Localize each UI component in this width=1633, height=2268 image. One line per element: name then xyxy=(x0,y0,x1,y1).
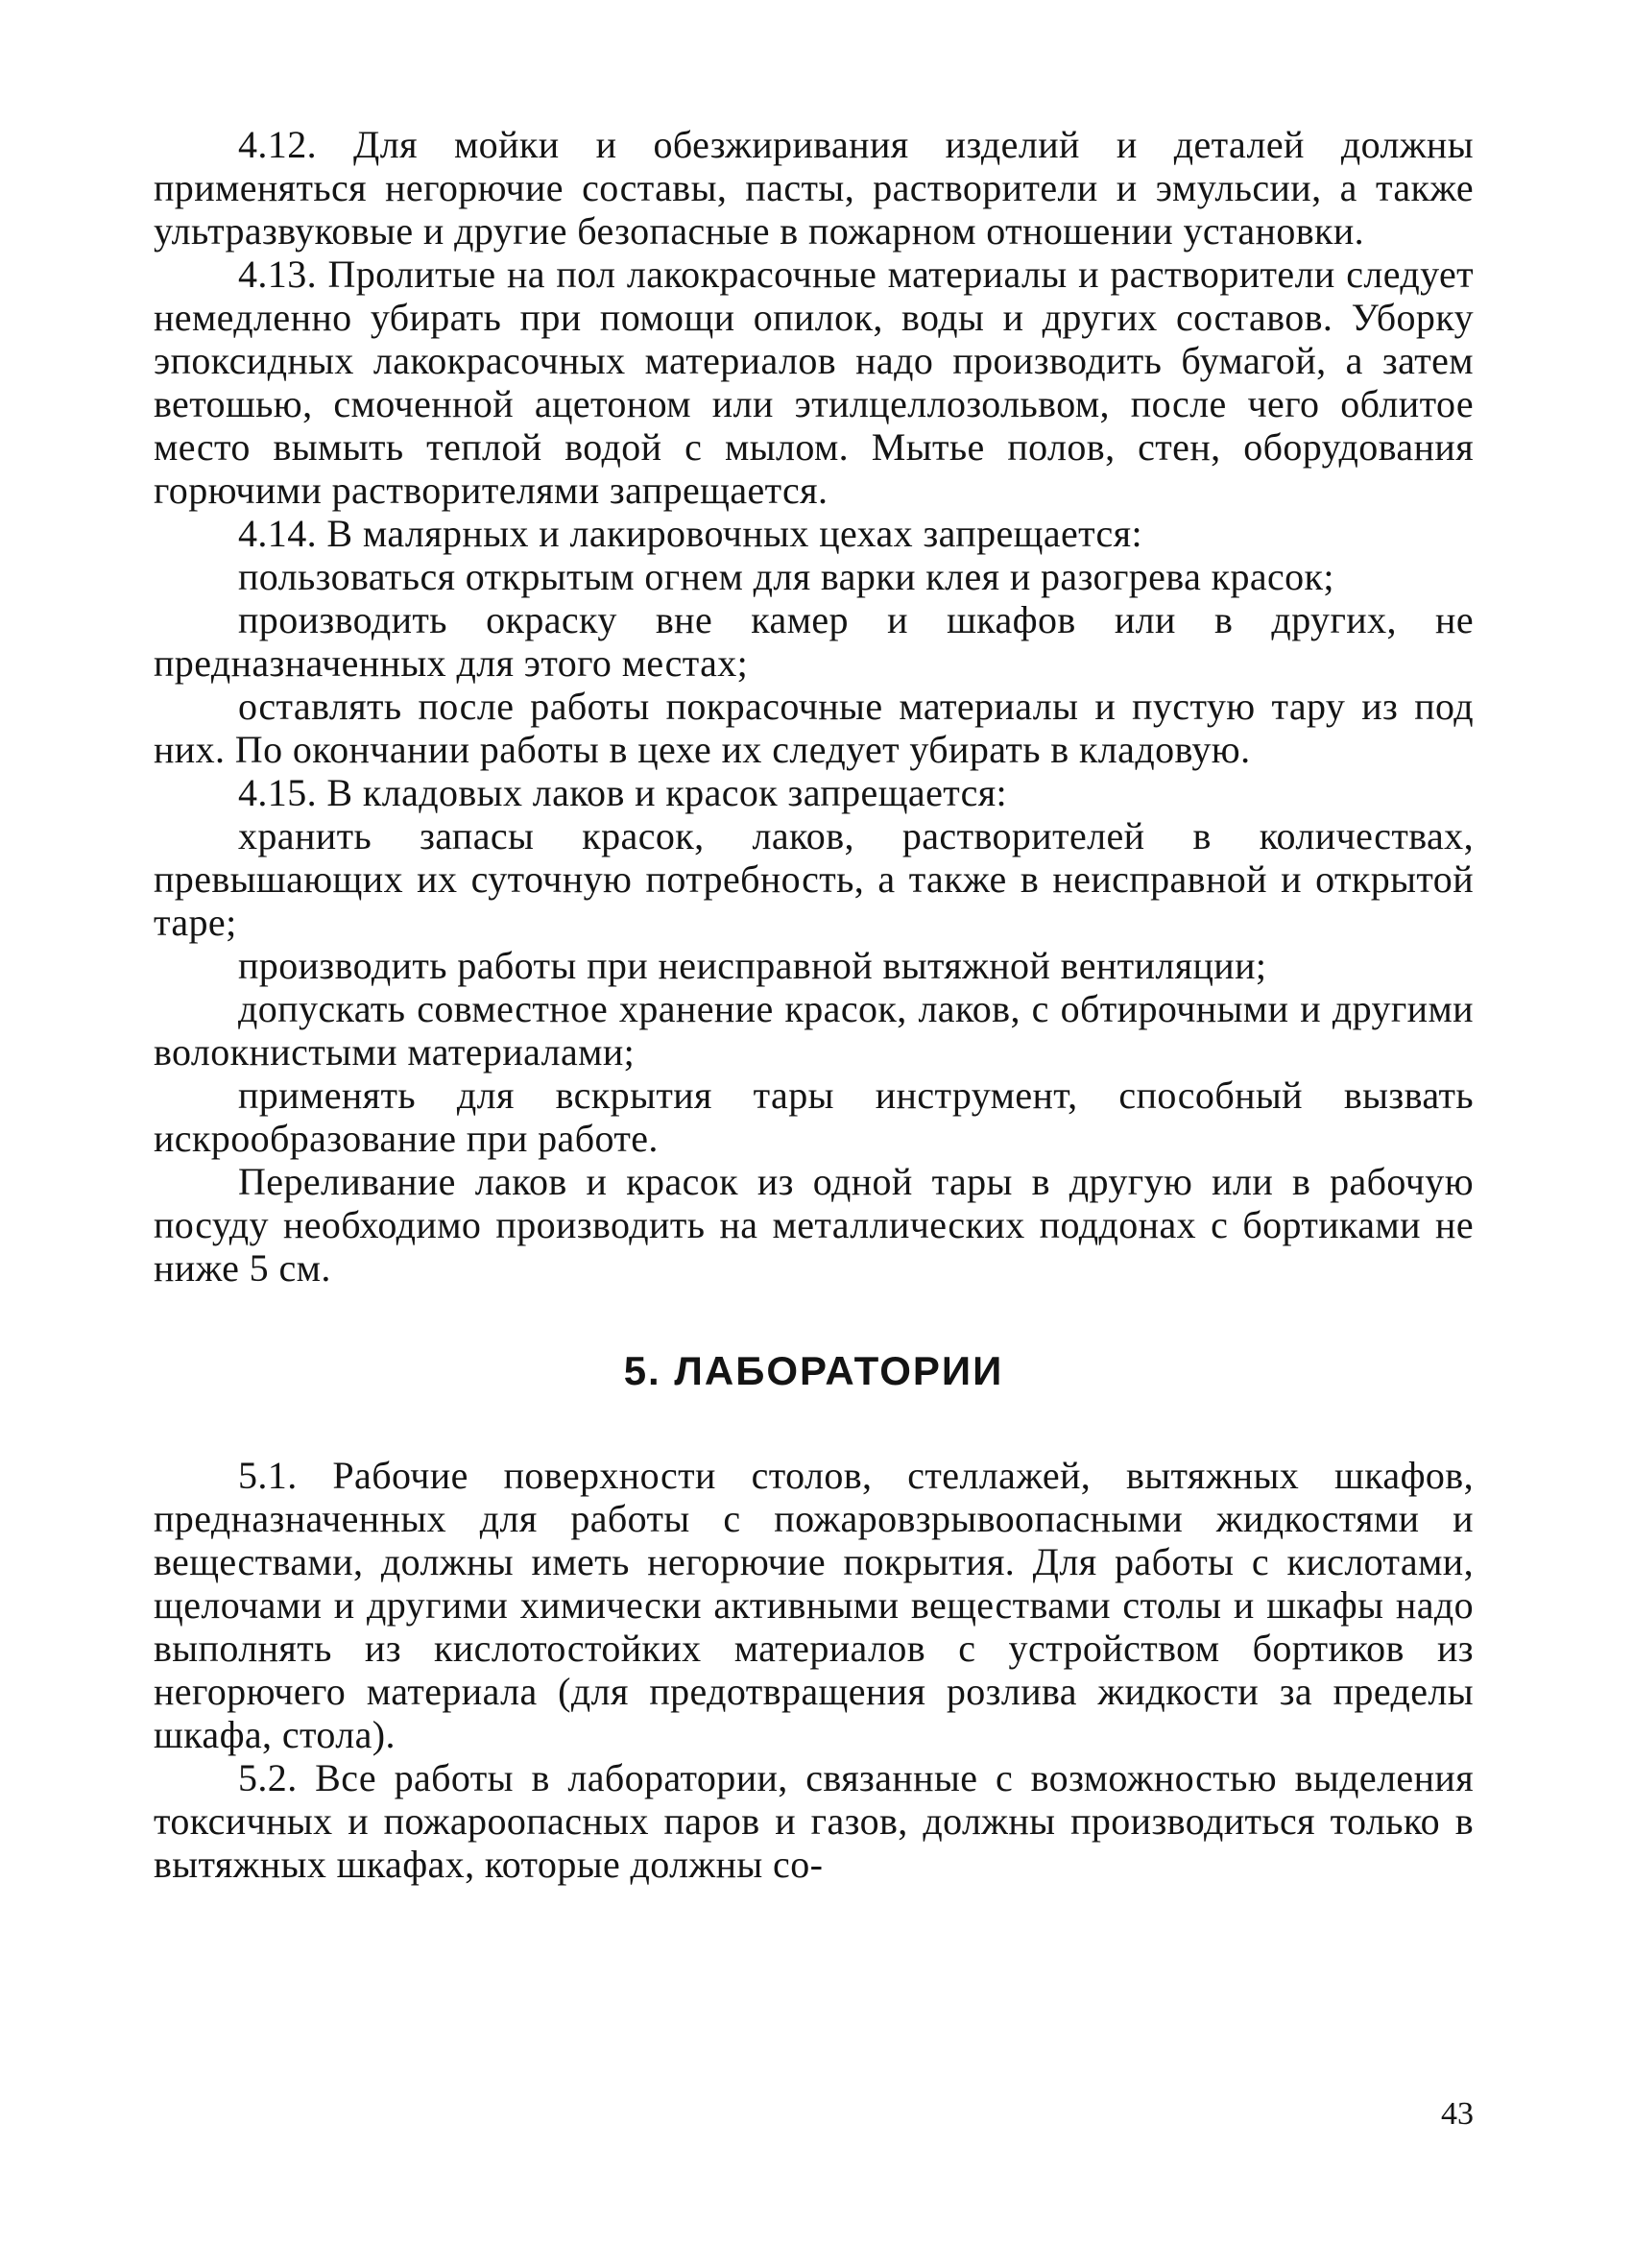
list-item: пользоваться открытым огнем для варки клея и разогрева красок; xyxy=(238,555,1334,598)
paragraph-4-12: 4.12. Для мойки и обезжиривания изделий и деталей должны применяться негорючие составы, пасты, растворители и эмульсии, а также ультразвуковые и другие безопасные в пожарном отношении установки. xyxy=(154,123,1474,253)
paragraph-5-2: 5.2. Все работы в лаборатории, связанные с возможностью выделения токсичных и пожароопасных паров и газов, должны производиться только в вытяжных шкафах, которые должны со- xyxy=(154,1756,1474,1886)
list-item: производить окраску вне камер и шкафов или в других, не предназначенных для этого местах; xyxy=(154,598,1474,685)
paragraph-4-14: 4.14. В малярных и лакировочных цехах запрещается: xyxy=(238,512,1142,555)
list-item: оставлять после работы покрасочные материалы и пустую тару из под них. По окончании работы в цехе их следует убирать в кладовую. xyxy=(154,685,1474,771)
list-item: хранить запасы красок, лаков, растворителей в количествах, превышающих их суточную потребность, а также в неисправной и открытой таре; xyxy=(154,814,1474,944)
list-item: производить работы при неисправной вытяжной вентиляции; xyxy=(238,944,1267,987)
page-number: 43 xyxy=(1441,2096,1474,2132)
list-item: применять для вскрытия тары инструмент, способный вызвать искрообразование при работе. xyxy=(154,1074,1474,1160)
body-text xyxy=(154,123,1474,1886)
list-item: допускать совместное хранение красок, лаков, с обтирочными и другими волокнистыми материалами; xyxy=(154,987,1474,1074)
paragraph-4-13: 4.13. Пролитые на пол лакокрасочные материалы и растворители следует немедленно убирать при помощи опилок, воды и других составов. Уборку эпоксидных лакокрасочных материалов надо производить бумагой, а затем ветошью, смоченной ацетоном или этилцеллозольвом, после чего облитое место вымыть теплой водой с мылом. Мытье полов, стен, оборудования горючими растворителями запрещается. xyxy=(154,253,1474,512)
paragraph-pouring: Переливание лаков и красок из одной тары в другую или в рабочую посуду необходимо производить на металлических поддонах с бортиками не ниже 5 см. xyxy=(154,1160,1474,1290)
section-heading: 5. ЛАБОРАТОРИИ xyxy=(623,1348,1004,1393)
paragraph-5-1: 5.1. Рабочие поверхности столов, стеллажей, вытяжных шкафов, предназначенных для работы с пожаровзрывоопасными жидкостями и веществами, должны иметь негорючие покрытия. Для работы с кислотами, щелочами и другими химически активными веществами столы и шкафы надо выполнять из кислотостойких материалов с устройством бортиков из негорючего материала (для предотвращения розлива жидкости за пределы шкафа, стола). xyxy=(154,1454,1474,1756)
paragraph-4-15: 4.15. В кладовых лаков и красок запрещается: xyxy=(238,771,1008,814)
